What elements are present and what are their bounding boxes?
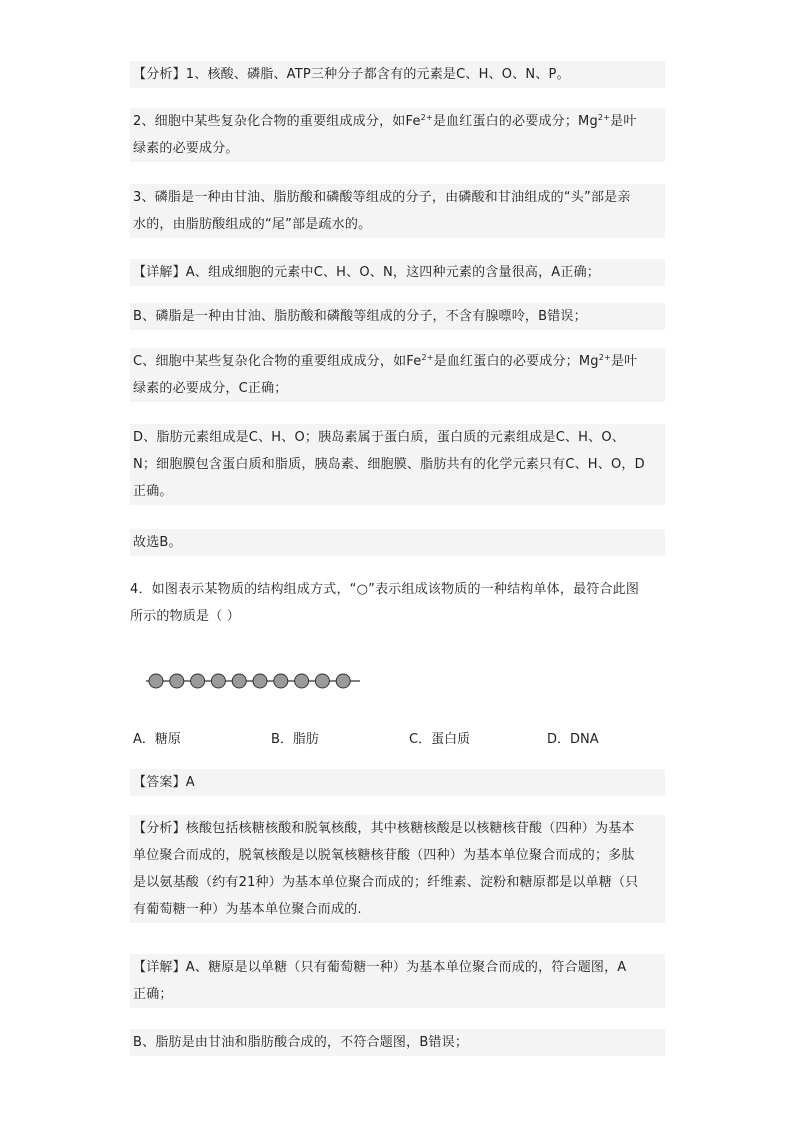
detail-para-b — [130, 303, 665, 330]
text-line: 【分析】1、核酸、磷脂、ATP三种分子都含有的元素是C、H、O、N、P。 — [133, 67, 570, 82]
text-line: 故选B。 — [133, 535, 182, 550]
text-line: 【分析】核酸包括核糖核酸和脱氧核酸，其中核糖核酸是以核糖核苷酸（四种）为基本 — [133, 821, 635, 836]
analysis-para-2 — [130, 108, 665, 162]
monomer-bead — [149, 674, 163, 688]
monomer-bead — [211, 674, 225, 688]
detail-para-d — [130, 424, 665, 505]
monomer-bead — [191, 674, 205, 688]
answer-detail-a — [130, 954, 665, 1008]
text-line: 正确； — [133, 987, 173, 1002]
monomer-bead — [315, 674, 329, 688]
monomer-bead — [253, 674, 267, 688]
option-c[interactable]: C．蛋白质 — [409, 732, 471, 747]
text-line: 【答案】A — [133, 775, 195, 790]
text-line: 正确。 — [133, 484, 173, 499]
text-line: B、脂肪是由甘油和脂肪酸合成的，不符合题图，B错误； — [133, 1035, 469, 1050]
text-line: 【详解】A、组成细胞的元素中C、H、O、N，这四种元素的含量很高，A正确； — [133, 265, 600, 280]
text-line: C、细胞中某些复杂化合物的重要组成成分，如$Fe^{2+}$是血红蛋白的必要成分；$Mg^{2+}$是叶 — [133, 353, 638, 369]
text-line: B、磷脂是一种由甘油、脂肪酸和磷酸等组成的分子，不含有腺嘌呤，B错误； — [133, 309, 587, 324]
monomer-bead — [336, 674, 350, 688]
detail-para-a — [130, 259, 665, 286]
monomer-bead — [295, 674, 309, 688]
monomer-bead — [170, 674, 184, 688]
text-line: 有葡萄糖一种）为基本单位聚合而成的. — [133, 902, 362, 917]
text-line: 绿素的必要成分。 — [133, 141, 239, 156]
question-4-stem — [130, 576, 662, 630]
text-line: 3、磷脂是一种由甘油、脂肪酸和磷酸等组成的分子，由磷酸和甘油组成的“头”部是亲 — [133, 190, 631, 205]
option-a[interactable]: A．糖原 — [133, 732, 181, 747]
monomer-bead — [274, 674, 288, 688]
text-line: N；细胞膜包含蛋白质和脂质，胰岛素、细胞膜、脂肪共有的化学元素只有C、H、O，D — [133, 457, 645, 472]
answer-detail-b — [130, 1029, 665, 1056]
detail-para-c — [130, 348, 665, 402]
answer-analysis-para — [130, 815, 665, 923]
text-line: 4．如图表示某物质的结构组成方式，“○”表示组成该物质的一种结构单体，最符合此图 — [130, 582, 640, 597]
text-line: 绿素的必要成分，C正确； — [133, 381, 288, 396]
conclusion-para — [130, 529, 665, 556]
monomer-bead — [232, 674, 246, 688]
analysis-para-1 — [130, 61, 665, 88]
monomer-chain-diagram — [146, 672, 360, 690]
question-4-options — [133, 727, 653, 753]
text-line: 所示的物质是（ ） — [130, 609, 240, 624]
text-line: 水的，由脂肪酸组成的“尾”部是疏水的。 — [133, 217, 372, 232]
text-line: 【详解】A、糖原是以单糖（只有葡萄糖一种）为基本单位聚合而成的，符合题图，A — [133, 960, 627, 975]
answer-para — [130, 769, 665, 796]
text-line: 2、细胞中某些复杂化合物的重要组成成分，如$Fe^{2+}$是血红蛋白的必要成分；$Mg^{2+}$是叶 — [133, 113, 637, 129]
text-line: D、脂肪元素组成是C、H、O；胰岛素属于蛋白质，蛋白质的元素组成是C、H、O、 — [133, 430, 625, 445]
text-line: 是以氨基酸（约有21种）为基本单位聚合而成的；纤维素、淀粉和糖原都是以单糖（只 — [133, 875, 639, 890]
text-line: 单位聚合而成的，脱氧核酸是以脱氧核糖核苷酸（四种）为基本单位聚合而成的；多肽 — [133, 848, 635, 863]
option-b[interactable]: B．脂肪 — [271, 732, 319, 747]
analysis-para-3 — [130, 184, 665, 238]
option-d[interactable]: D．DNA — [547, 732, 599, 747]
